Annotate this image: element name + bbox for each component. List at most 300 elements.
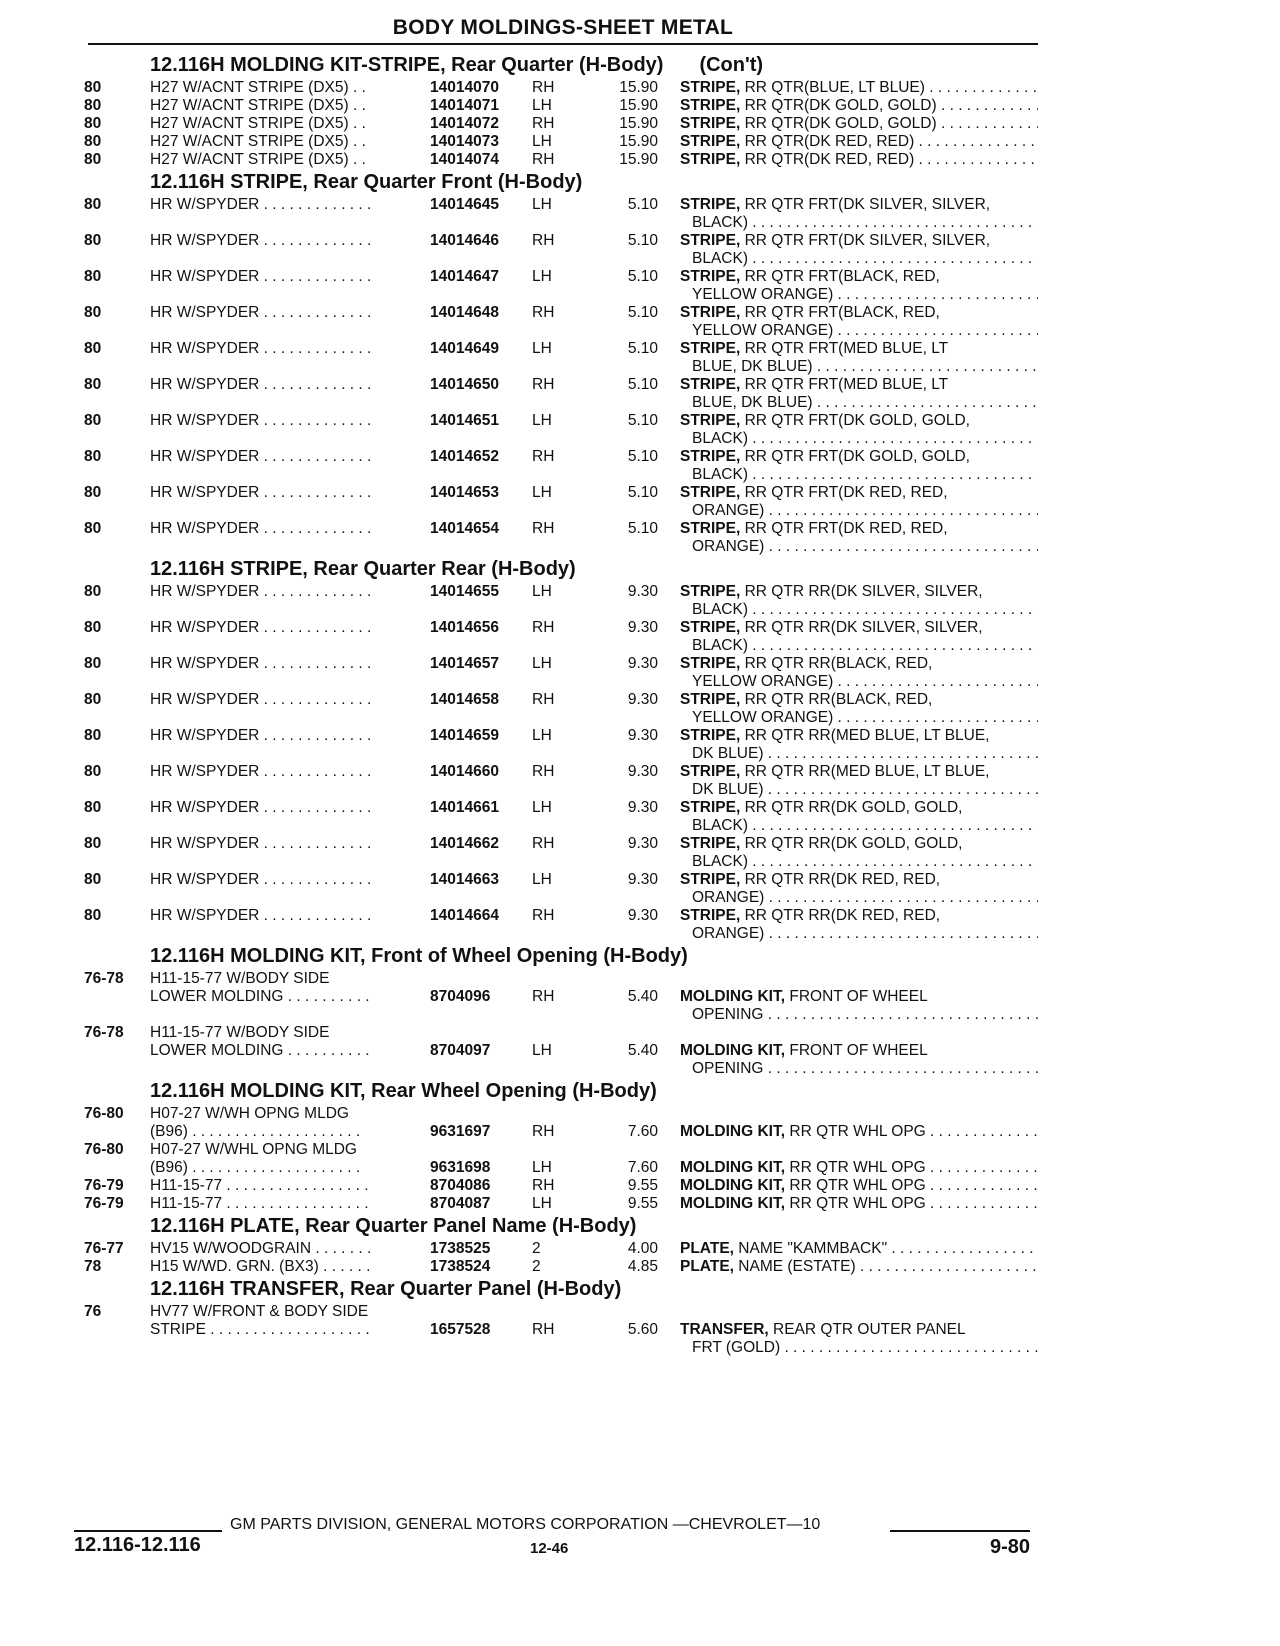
model-applicability: [150, 907, 371, 925]
side-or-quantity: LH: [532, 727, 552, 744]
list-price: 5.10: [627, 232, 658, 249]
description-noun: STRIPE,: [680, 232, 741, 249]
side-or-quantity: RH: [532, 1123, 555, 1140]
description-line: [680, 817, 1038, 835]
description-noun: STRIPE,: [680, 304, 741, 321]
part-row: [0, 655, 1280, 691]
model-year: 76-77: [84, 1240, 124, 1257]
description-text: YELLOW ORANGE): [692, 709, 834, 726]
model-line: HR W/SPYDER . . . . . . . . . . . . .: [150, 484, 372, 501]
model-year: 80: [84, 340, 102, 357]
list-price: 15.90: [619, 97, 658, 114]
part-number: 14014651: [430, 412, 499, 429]
model-applicability: [150, 520, 371, 538]
part-row: [0, 304, 1280, 340]
part-row: [0, 196, 1280, 232]
side-or-quantity: 2: [532, 1258, 541, 1275]
list-price: 4.85: [627, 1258, 658, 1275]
description-text: RR QTR RR(BLACK, RED,: [744, 691, 933, 708]
model-applicability: [150, 655, 371, 673]
description-noun: MOLDING KIT,: [680, 1177, 786, 1194]
description-line: [680, 709, 1038, 727]
section-title: [150, 943, 1280, 970]
description-noun: STRIPE,: [680, 340, 741, 357]
description-text: FRONT OF WHEEL: [789, 1042, 928, 1059]
part-number: 14014647: [430, 268, 499, 285]
model-year: 80: [84, 835, 102, 852]
description-text: BLACK): [692, 466, 748, 483]
model-line: HR W/SPYDER . . . . . . . . . . . . .: [150, 871, 372, 888]
description-line: [680, 502, 1038, 520]
model-line: HR W/SPYDER . . . . . . . . . . . . .: [150, 619, 372, 636]
description-line: [680, 1258, 1038, 1276]
list-price: 9.30: [627, 655, 658, 672]
model-applicability: [150, 268, 371, 286]
part-row: [0, 520, 1280, 556]
part-description: [680, 1177, 1038, 1195]
description-text: YELLOW ORANGE): [692, 322, 834, 339]
description-text: YELLOW ORANGE): [692, 673, 834, 690]
description-text: RR QTR RR(DK SILVER, SILVER,: [744, 619, 983, 636]
description-line: [680, 673, 1038, 691]
list-price: 9.30: [627, 871, 658, 888]
description-text: BLACK): [692, 853, 748, 870]
description-text: DK BLUE): [692, 745, 764, 762]
description-text: RR QTR RR(DK GOLD, GOLD,: [744, 835, 963, 852]
section-title: [150, 556, 1280, 583]
description-line: [680, 655, 1038, 673]
description-text: RR QTR FRT(DK GOLD, GOLD,: [744, 412, 970, 429]
part-number: 1738525: [430, 1240, 491, 1257]
model-line: HR W/SPYDER . . . . . . . . . . . . .: [150, 340, 372, 357]
description-text: RR QTR(DK GOLD, GOLD): [744, 97, 937, 114]
description-text: RR QTR FRT(DK GOLD, GOLD,: [744, 448, 970, 465]
part-description: [680, 619, 1038, 655]
part-description: [680, 988, 1038, 1024]
section-title: [150, 1276, 1280, 1303]
part-number: 14014654: [430, 520, 499, 537]
side-or-quantity: RH: [532, 691, 555, 708]
model-line: HR W/SPYDER . . . . . . . . . . . . .: [150, 412, 372, 429]
description-text: RR QTR(DK RED, RED): [744, 151, 915, 168]
description-noun: STRIPE,: [680, 376, 741, 393]
model-applicability: [150, 799, 371, 817]
list-price: 5.10: [627, 376, 658, 393]
description-text: BLACK): [692, 214, 748, 231]
description-noun: STRIPE,: [680, 871, 741, 888]
part-row: [0, 583, 1280, 619]
part-number: 14014074: [430, 151, 499, 168]
description-text: RR QTR FRT(DK SILVER, SILVER,: [744, 196, 991, 213]
description-line: [680, 1159, 1038, 1177]
description-text: RR QTR RR(DK SILVER, SILVER,: [744, 583, 983, 600]
part-number: 14014070: [430, 79, 499, 96]
part-row: [0, 412, 1280, 448]
description-noun: STRIPE,: [680, 79, 741, 96]
description-noun: STRIPE,: [680, 268, 741, 285]
model-line: HR W/SPYDER . . . . . . . . . . . . .: [150, 763, 372, 780]
description-text: BLUE, DK BLUE): [692, 394, 813, 411]
part-row: [0, 232, 1280, 268]
model-line: H11-15-77 . . . . . . . . . . . . . . . . .: [150, 1195, 369, 1212]
side-or-quantity: 2: [532, 1240, 541, 1257]
side-or-quantity: RH: [532, 988, 555, 1005]
model-applicability: [150, 484, 371, 502]
description-line: [680, 835, 1038, 853]
list-price: 9.30: [627, 763, 658, 780]
model-line: HR W/SPYDER . . . . . . . . . . . . .: [150, 196, 372, 213]
model-line: LOWER MOLDING . . . . . . . . . .: [150, 988, 370, 1005]
description-line: [680, 133, 1038, 151]
part-row: [0, 1240, 1280, 1258]
part-number: 8704096: [430, 988, 491, 1005]
section-title-text: 12.116H MOLDING KIT, Rear Wheel Opening (H-Body): [150, 1080, 657, 1102]
description-noun: STRIPE,: [680, 520, 741, 537]
list-price: 5.10: [627, 412, 658, 429]
model-year: 76-78: [84, 970, 124, 987]
model-applicability: [150, 232, 371, 250]
section-title-text: 12.116H STRIPE, Rear Quarter Rear (H-Body): [150, 558, 576, 580]
side-or-quantity: RH: [532, 115, 555, 132]
part-row: [0, 1303, 1280, 1357]
model-line: HR W/SPYDER . . . . . . . . . . . . .: [150, 520, 372, 537]
model-line: LOWER MOLDING . . . . . . . . . .: [150, 1042, 370, 1059]
part-row: [0, 763, 1280, 799]
side-or-quantity: RH: [532, 520, 555, 537]
description-line: [680, 988, 1038, 1006]
description-line: [680, 907, 1038, 925]
part-description: [680, 907, 1038, 943]
model-year: 80: [84, 268, 102, 285]
part-description: [680, 412, 1038, 448]
model-applicability: [150, 871, 371, 889]
description-text: FRT (GOLD): [692, 1339, 781, 1356]
model-line: H15 W/WD. GRN. (BX3) . . . . . .: [150, 1258, 371, 1275]
list-price: 5.10: [627, 268, 658, 285]
part-description: [680, 133, 1038, 151]
part-description: [680, 727, 1038, 763]
list-price: 5.60: [627, 1321, 658, 1338]
list-price: 5.10: [627, 340, 658, 357]
part-number: 14014658: [430, 691, 499, 708]
part-row: [0, 619, 1280, 655]
model-applicability: [150, 1195, 369, 1213]
model-applicability: [150, 691, 371, 709]
part-description: [680, 115, 1038, 133]
part-description: [680, 304, 1038, 340]
section-title: [150, 1078, 1280, 1105]
description-text: BLUE, DK BLUE): [692, 358, 813, 375]
side-or-quantity: RH: [532, 1321, 555, 1338]
list-price: 9.55: [627, 1177, 658, 1194]
part-row: [0, 151, 1280, 169]
model-year: 80: [84, 583, 102, 600]
description-line: [680, 376, 1038, 394]
side-or-quantity: RH: [532, 304, 555, 321]
model-applicability: [150, 1177, 369, 1195]
part-description: [680, 448, 1038, 484]
description-line: [680, 268, 1038, 286]
description-text: RR QTR RR(MED BLUE, LT BLUE,: [744, 763, 990, 780]
side-or-quantity: RH: [532, 619, 555, 636]
part-number: 14014073: [430, 133, 499, 150]
part-number: 14014664: [430, 907, 499, 924]
description-line: [680, 1060, 1038, 1078]
side-or-quantity: LH: [532, 871, 552, 888]
side-or-quantity: RH: [532, 763, 555, 780]
list-price: 15.90: [619, 133, 658, 150]
description-text: RR QTR RR(DK GOLD, GOLD,: [744, 799, 963, 816]
model-line: H27 W/ACNT STRIPE (DX5) . .: [150, 97, 366, 114]
description-noun: MOLDING KIT,: [680, 1159, 786, 1176]
model-applicability: [150, 1240, 371, 1258]
model-year: 80: [84, 799, 102, 816]
part-description: [680, 1240, 1038, 1258]
side-or-quantity: LH: [532, 484, 552, 501]
footer-rule-left: [74, 1530, 222, 1532]
description-line: [680, 430, 1038, 448]
list-price: 5.10: [627, 448, 658, 465]
description-noun: PLATE,: [680, 1240, 734, 1257]
model-year: 80: [84, 727, 102, 744]
part-description: [680, 484, 1038, 520]
description-text: BLACK): [692, 250, 748, 267]
part-row: [0, 1258, 1280, 1276]
list-price: 15.90: [619, 115, 658, 132]
model-year: 80: [84, 655, 102, 672]
part-number: 8704087: [430, 1195, 491, 1212]
description-line: [680, 1339, 1038, 1357]
part-description: [680, 151, 1038, 169]
description-noun: STRIPE,: [680, 151, 741, 168]
model-line: H07-27 W/WH OPNG MLDG: [150, 1105, 349, 1122]
description-line: [680, 691, 1038, 709]
part-number: 14014646: [430, 232, 499, 249]
part-number: 14014661: [430, 799, 499, 816]
description-text: ORANGE): [692, 925, 765, 942]
description-line: [680, 889, 1038, 907]
model-applicability: [150, 376, 371, 394]
model-year: 80: [84, 763, 102, 780]
description-line: [680, 520, 1038, 538]
description-text: ORANGE): [692, 538, 765, 555]
footer-publisher: GM PARTS DIVISION, GENERAL MOTORS CORPORATION —CHEVROLET—10: [230, 1516, 821, 1533]
section-continued-label: (Con't): [699, 54, 764, 76]
model-year: 76-80: [84, 1105, 124, 1122]
model-line: HR W/SPYDER . . . . . . . . . . . . .: [150, 691, 372, 708]
model-year: 80: [84, 520, 102, 537]
description-noun: STRIPE,: [680, 799, 741, 816]
description-noun: STRIPE,: [680, 691, 741, 708]
part-row: [0, 1177, 1280, 1195]
description-text: RR QTR FRT(DK SILVER, SILVER,: [744, 232, 991, 249]
description-line: [680, 781, 1038, 799]
model-year: 80: [84, 412, 102, 429]
description-text: ORANGE): [692, 889, 765, 906]
model-applicability: [150, 1303, 370, 1339]
description-line: [680, 1042, 1038, 1060]
model-line: H11-15-77 W/BODY SIDE: [150, 1024, 330, 1041]
description-text: RR QTR FRT(BLACK, RED,: [744, 268, 940, 285]
description-line: [680, 358, 1038, 376]
part-row: [0, 340, 1280, 376]
description-line: [680, 466, 1038, 484]
section-title-text: 12.116H MOLDING KIT-STRIPE, Rear Quarter (H-Body): [150, 54, 664, 76]
part-description: [680, 520, 1038, 556]
model-line: HR W/SPYDER . . . . . . . . . . . . .: [150, 583, 372, 600]
model-line: H27 W/ACNT STRIPE (DX5) . .: [150, 133, 366, 150]
model-line: HR W/SPYDER . . . . . . . . . . . . .: [150, 232, 372, 249]
section-title-text: 12.116H PLATE, Rear Quarter Panel Name (H-Body): [150, 1215, 637, 1237]
description-line: [680, 484, 1038, 502]
description-line: [680, 601, 1038, 619]
description-line: [680, 448, 1038, 466]
list-price: 9.30: [627, 727, 658, 744]
description-line: [680, 583, 1038, 601]
description-line: [680, 196, 1038, 214]
description-noun: STRIPE,: [680, 115, 741, 132]
model-year: 80: [84, 133, 102, 150]
model-line: HR W/SPYDER . . . . . . . . . . . . .: [150, 799, 372, 816]
description-line: [680, 1195, 1038, 1213]
part-number: 9631697: [430, 1123, 491, 1140]
part-number: 14014650: [430, 376, 499, 393]
side-or-quantity: RH: [532, 151, 555, 168]
model-line: HR W/SPYDER . . . . . . . . . . . . .: [150, 376, 372, 393]
list-price: 15.90: [619, 151, 658, 168]
part-description: [680, 691, 1038, 727]
section-title-text: 12.116H TRANSFER, Rear Quarter Panel (H-Body): [150, 1278, 622, 1300]
section-title: [150, 169, 1280, 196]
description-text: RR QTR WHL OPG: [789, 1123, 926, 1140]
side-or-quantity: LH: [532, 196, 552, 213]
part-number: 14014660: [430, 763, 499, 780]
part-description: [680, 232, 1038, 268]
part-description: [680, 763, 1038, 799]
list-price: 5.10: [627, 196, 658, 213]
part-row: [0, 727, 1280, 763]
model-year: 80: [84, 691, 102, 708]
description-text: OPENING: [692, 1006, 764, 1023]
part-number: 8704097: [430, 1042, 491, 1059]
model-year: 80: [84, 871, 102, 888]
part-description: [680, 1123, 1038, 1141]
part-description: [680, 268, 1038, 304]
part-number: 14014653: [430, 484, 499, 501]
part-row: [0, 268, 1280, 304]
model-year: 80: [84, 115, 102, 132]
part-description: [680, 97, 1038, 115]
description-text: RR QTR RR(DK RED, RED,: [744, 871, 941, 888]
side-or-quantity: RH: [532, 1177, 555, 1194]
model-year: 78: [84, 1258, 102, 1275]
side-or-quantity: RH: [532, 835, 555, 852]
part-description: [680, 583, 1038, 619]
part-row: [0, 448, 1280, 484]
description-text: RR QTR FRT(DK RED, RED,: [744, 484, 948, 501]
footer-section-range: 12.116-12.116: [74, 1534, 201, 1556]
side-or-quantity: RH: [532, 448, 555, 465]
part-number: 14014649: [430, 340, 499, 357]
footer-rule-right: [890, 1530, 1030, 1532]
description-line: [680, 79, 1038, 97]
catalog-body: [0, 52, 1280, 1357]
description-line: [680, 853, 1038, 871]
description-noun: STRIPE,: [680, 583, 741, 600]
model-line: HV77 W/FRONT & BODY SIDE: [150, 1303, 369, 1320]
model-year: 80: [84, 376, 102, 393]
list-price: 7.60: [627, 1159, 658, 1176]
list-price: 9.55: [627, 1195, 658, 1212]
model-year: 80: [84, 196, 102, 213]
description-line: [680, 1123, 1038, 1141]
part-row: [0, 835, 1280, 871]
part-row: [0, 484, 1280, 520]
side-or-quantity: RH: [532, 232, 555, 249]
description-text: RR QTR FRT(BLACK, RED,: [744, 304, 940, 321]
part-number: 14014659: [430, 727, 499, 744]
part-description: [680, 835, 1038, 871]
side-or-quantity: LH: [532, 583, 552, 600]
side-or-quantity: LH: [532, 1042, 552, 1059]
model-year: 80: [84, 151, 102, 168]
part-number: 1657528: [430, 1321, 491, 1338]
model-year: 80: [84, 619, 102, 636]
part-number: 14014645: [430, 196, 499, 213]
list-price: 4.00: [627, 1240, 658, 1257]
side-or-quantity: RH: [532, 907, 555, 924]
model-applicability: [150, 1258, 370, 1276]
model-applicability: [150, 1141, 360, 1177]
side-or-quantity: LH: [532, 97, 552, 114]
description-text: RR QTR(BLUE, LT BLUE): [744, 79, 925, 96]
description-line: [680, 1177, 1038, 1195]
part-row: [0, 871, 1280, 907]
part-number: 14014655: [430, 583, 499, 600]
description-noun: STRIPE,: [680, 196, 741, 213]
description-line: [680, 1006, 1038, 1024]
model-line: HR W/SPYDER . . . . . . . . . . . . .: [150, 835, 372, 852]
side-or-quantity: LH: [532, 340, 552, 357]
description-text: BLACK): [692, 817, 748, 834]
description-line: [680, 412, 1038, 430]
side-or-quantity: LH: [532, 133, 552, 150]
list-price: 9.30: [627, 799, 658, 816]
part-number: 1738524: [430, 1258, 491, 1275]
description-text: ORANGE): [692, 502, 765, 519]
description-text: RR QTR RR(BLACK, RED,: [744, 655, 933, 672]
description-noun: PLATE,: [680, 1258, 734, 1275]
description-text: BLACK): [692, 637, 748, 654]
description-line: [680, 250, 1038, 268]
model-year: 76-80: [84, 1141, 124, 1158]
description-line: [680, 745, 1038, 763]
model-applicability: [150, 970, 370, 1006]
part-description: [680, 799, 1038, 835]
model-year: 76-78: [84, 1024, 124, 1041]
description-line: [680, 637, 1038, 655]
list-price: 5.10: [627, 520, 658, 537]
model-line: H27 W/ACNT STRIPE (DX5) . .: [150, 151, 366, 168]
side-or-quantity: RH: [532, 376, 555, 393]
model-year: 80: [84, 448, 102, 465]
model-line: H27 W/ACNT STRIPE (DX5) . .: [150, 79, 366, 96]
side-or-quantity: RH: [532, 79, 555, 96]
description-line: [680, 394, 1038, 412]
model-line: (B96) . . . . . . . . . . . . . . . . . . . .: [150, 1123, 361, 1140]
description-noun: STRIPE,: [680, 907, 741, 924]
model-line: HR W/SPYDER . . . . . . . . . . . . .: [150, 907, 372, 924]
